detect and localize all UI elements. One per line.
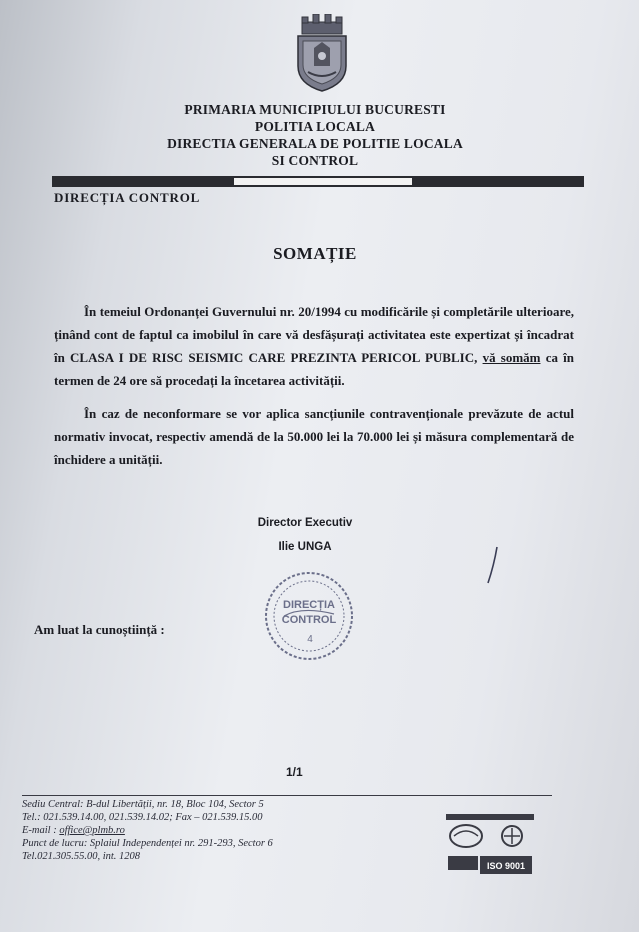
email-link[interactable]: office@plmb.ro [59, 825, 125, 836]
signatory-role: Director Executiv [257, 517, 353, 529]
stamp-number: 4 [307, 634, 313, 645]
signatory-name: Ilie UNGA [278, 541, 332, 553]
body-paragraph-2: În caz de neconformare se vor aplica sancțiunile contravenționale prevăzute de actul normativ invocat, respectiv amendă de la 50.000 lei la 70.000 lei și măsura complementară de închidere a unității. [54, 406, 574, 467]
institution-subname: POLITIA LOCALA [254, 119, 376, 134]
stamp-line-1: DIRECȚIA [283, 599, 335, 611]
footer-workpoint: Punct de lucru: Splaiul Independenței nr. 291-293, Sector 6 [22, 838, 273, 849]
certification-logos [446, 814, 534, 878]
department-label: DIRECȚIA CONTROL [54, 190, 201, 205]
footer-phone-fax: Tel.: 021.539.14.00, 021.539.14.02; Fax – 021.539.15.00 [22, 812, 263, 823]
directorate-name: DIRECTIA GENERALA DE POLITIE LOCALA [167, 136, 463, 151]
bucharest-coat-of-arms-logo [294, 14, 350, 92]
email-label: E-mail : [22, 825, 60, 836]
official-stamp [262, 570, 356, 662]
acknowledgement-label: Am luat la cunoștiință : [34, 622, 165, 637]
header-divider-bar [52, 176, 584, 187]
footer-headquarters: Sediu Central: B-dul Libertății, nr. 18, Bloc 104, Sector 5 [22, 799, 264, 810]
directorate-name-continued: SI CONTROL [271, 153, 359, 168]
summons-phrase: vă somăm [482, 350, 541, 365]
footer-workpoint-phone: Tel.021.305.55.00, int. 1208 [22, 851, 141, 862]
paragraph-1-end: ca în termen de 24 ore să procedați la încetarea activității. [54, 350, 575, 388]
page-number: 1/1 [286, 765, 303, 779]
body-paragraph-1 [54, 300, 574, 392]
footer-email [22, 825, 125, 836]
iso-9001-badge: ISO 9001 [486, 861, 526, 871]
footer-rule [22, 795, 552, 796]
institution-name: PRIMARIA MUNICIPIULUI BUCURESTI [184, 102, 446, 117]
document-title: SOMAȚIE [273, 244, 357, 263]
pen-mark [482, 545, 502, 585]
paragraph-1-text: În temeiul Ordonanței Guvernului nr. 20/1994 cu modificările și completările ulterioare, ținând cont de faptul ca imobilul în care vă desfășurați activitatea este expertizat și încadrat în CLASA I DE RISC SEISMIC CARE PREZINTA PERICOL PUBLIC, [54, 304, 574, 365]
stamp-line-2: CONTROL [281, 614, 337, 626]
